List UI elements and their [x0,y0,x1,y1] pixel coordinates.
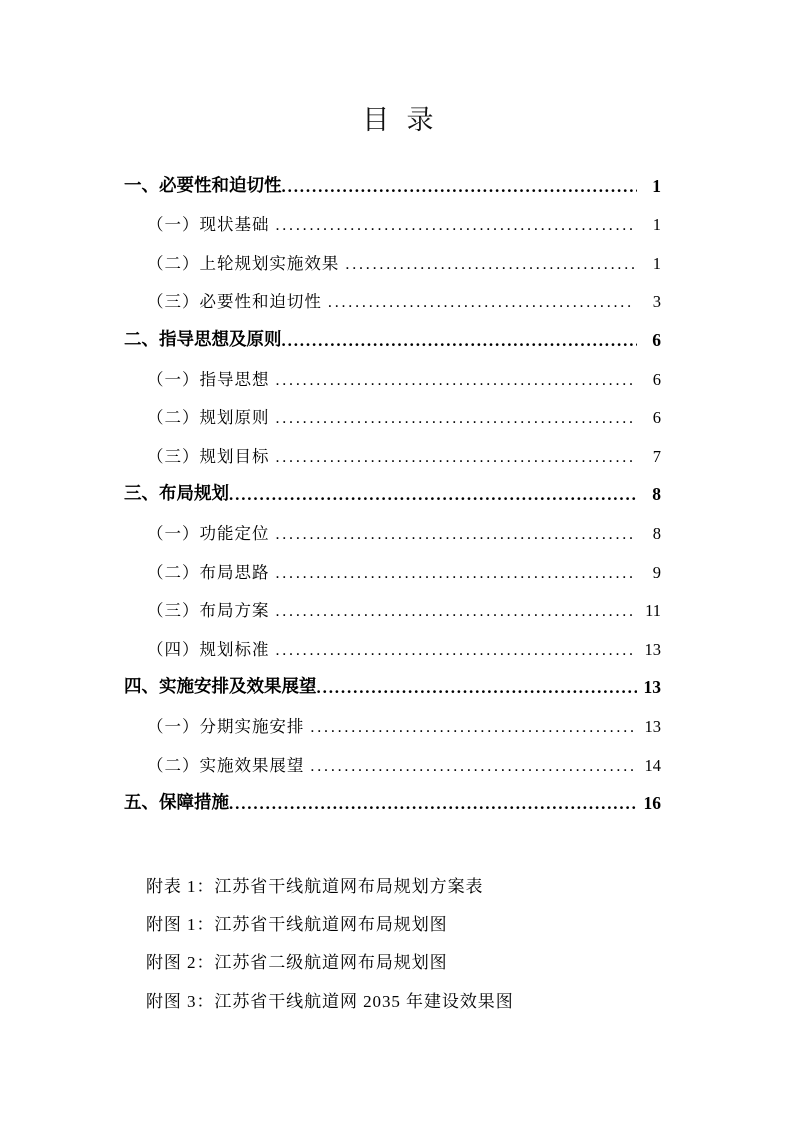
toc-entry-label: 四、实施安排及效果展望 [124,677,317,698]
toc-dot-leader [275,646,634,660]
toc-entry-label: （四）规划标准 [147,639,270,659]
toc-entry-page-number: 6 [652,408,661,428]
toc-entry-page-number: 13 [644,639,661,659]
toc-entry-label: （二）布局思路 [147,562,270,582]
toc-dot-leader [275,530,634,544]
appendix-item: 附图 3：江苏省干线航道网 2035 年建设效果图 [146,991,514,1011]
toc-entry-label: （二）上轮规划实施效果 [147,253,340,273]
toc-entry-page-number: 9 [652,562,661,582]
appendix-item: 附图 2：江苏省二级航道网布局规划图 [146,953,448,973]
appendix-item: 附图 1：江苏省干线航道网布局规划图 [146,915,448,935]
toc-entry-label: 五、保障措施 [124,793,229,814]
toc-entry-page-number: 7 [652,446,661,466]
toc-entry[interactable] [124,698,661,737]
toc-dot-leader [282,181,638,196]
toc-entry-page-number: 16 [643,793,661,814]
toc-entry[interactable] [124,621,661,660]
toc-entry-label: （三）必要性和迫切性 [147,292,322,312]
toc-entry-page-number: 6 [652,329,661,350]
toc-dot-leader [345,260,634,274]
toc-entry-label: 三、布局规划 [124,484,229,505]
toc-entry-page-number: 1 [652,175,661,196]
toc-entry[interactable] [124,776,661,815]
toc-dot-leader [229,490,637,505]
toc-entry[interactable] [124,158,661,197]
toc-entry-label: （一）现状基础 [147,215,270,235]
toc-dot-leader [275,376,634,390]
toc-entry[interactable] [124,467,661,506]
toc-entry-page-number: 8 [652,523,661,543]
toc-dot-leader [275,569,634,583]
toc-entry-page-number: 1 [652,253,661,273]
toc-entry-label: （三）规划目标 [147,446,270,466]
toc-entry[interactable] [124,351,661,390]
toc-entry[interactable] [124,428,661,467]
toc-entry[interactable] [124,544,661,583]
toc-entry-label: 一、必要性和迫切性 [124,175,282,196]
toc-dot-leader [229,799,637,814]
toc-dot-leader [275,222,634,236]
table-of-contents [124,158,661,814]
toc-dot-leader [275,608,634,622]
toc-entry[interactable] [124,583,661,622]
toc-entry[interactable] [124,737,661,776]
toc-entry-label: （一）指导思想 [147,369,270,389]
toc-entry[interactable] [124,390,661,429]
toc-entry-page-number: 13 [643,677,661,698]
toc-entry-page-number: 8 [652,484,661,505]
toc-entry-page-number: 3 [652,292,661,312]
toc-entry-page-number: 6 [652,369,661,389]
toc-entry-page-number: 13 [644,716,661,736]
toc-entry-label: （三）布局方案 [147,601,270,621]
toc-entry[interactable] [124,505,661,544]
toc-entry[interactable] [124,235,661,274]
toc-entry[interactable] [124,197,661,236]
toc-dot-leader [310,723,634,737]
toc-dot-leader [282,336,638,351]
toc-entry-label: （二）规划原则 [147,408,270,428]
toc-entry-label: （一）功能定位 [147,523,270,543]
toc-dot-leader [275,415,634,429]
appendix-list [146,868,666,1021]
toc-dot-leader [317,683,638,698]
toc-dot-leader [328,299,634,313]
toc-entry-page-number: 14 [644,755,661,775]
page-title: 目 录 [362,105,438,136]
toc-entry-page-number: 1 [652,215,661,235]
appendix-item: 附表 1：江苏省干线航道网布局规划方案表 [146,877,484,896]
toc-entry-label: 二、指导思想及原则 [124,329,282,350]
toc-entry[interactable] [124,312,661,351]
toc-dot-leader [310,762,634,776]
toc-dot-leader [275,453,634,467]
toc-entry[interactable] [124,274,661,313]
toc-entry-label: （二）实施效果展望 [147,755,305,775]
toc-entry[interactable] [124,660,661,699]
toc-entry-label: （一）分期实施安排 [147,716,305,736]
toc-entry-page-number: 11 [645,601,661,621]
